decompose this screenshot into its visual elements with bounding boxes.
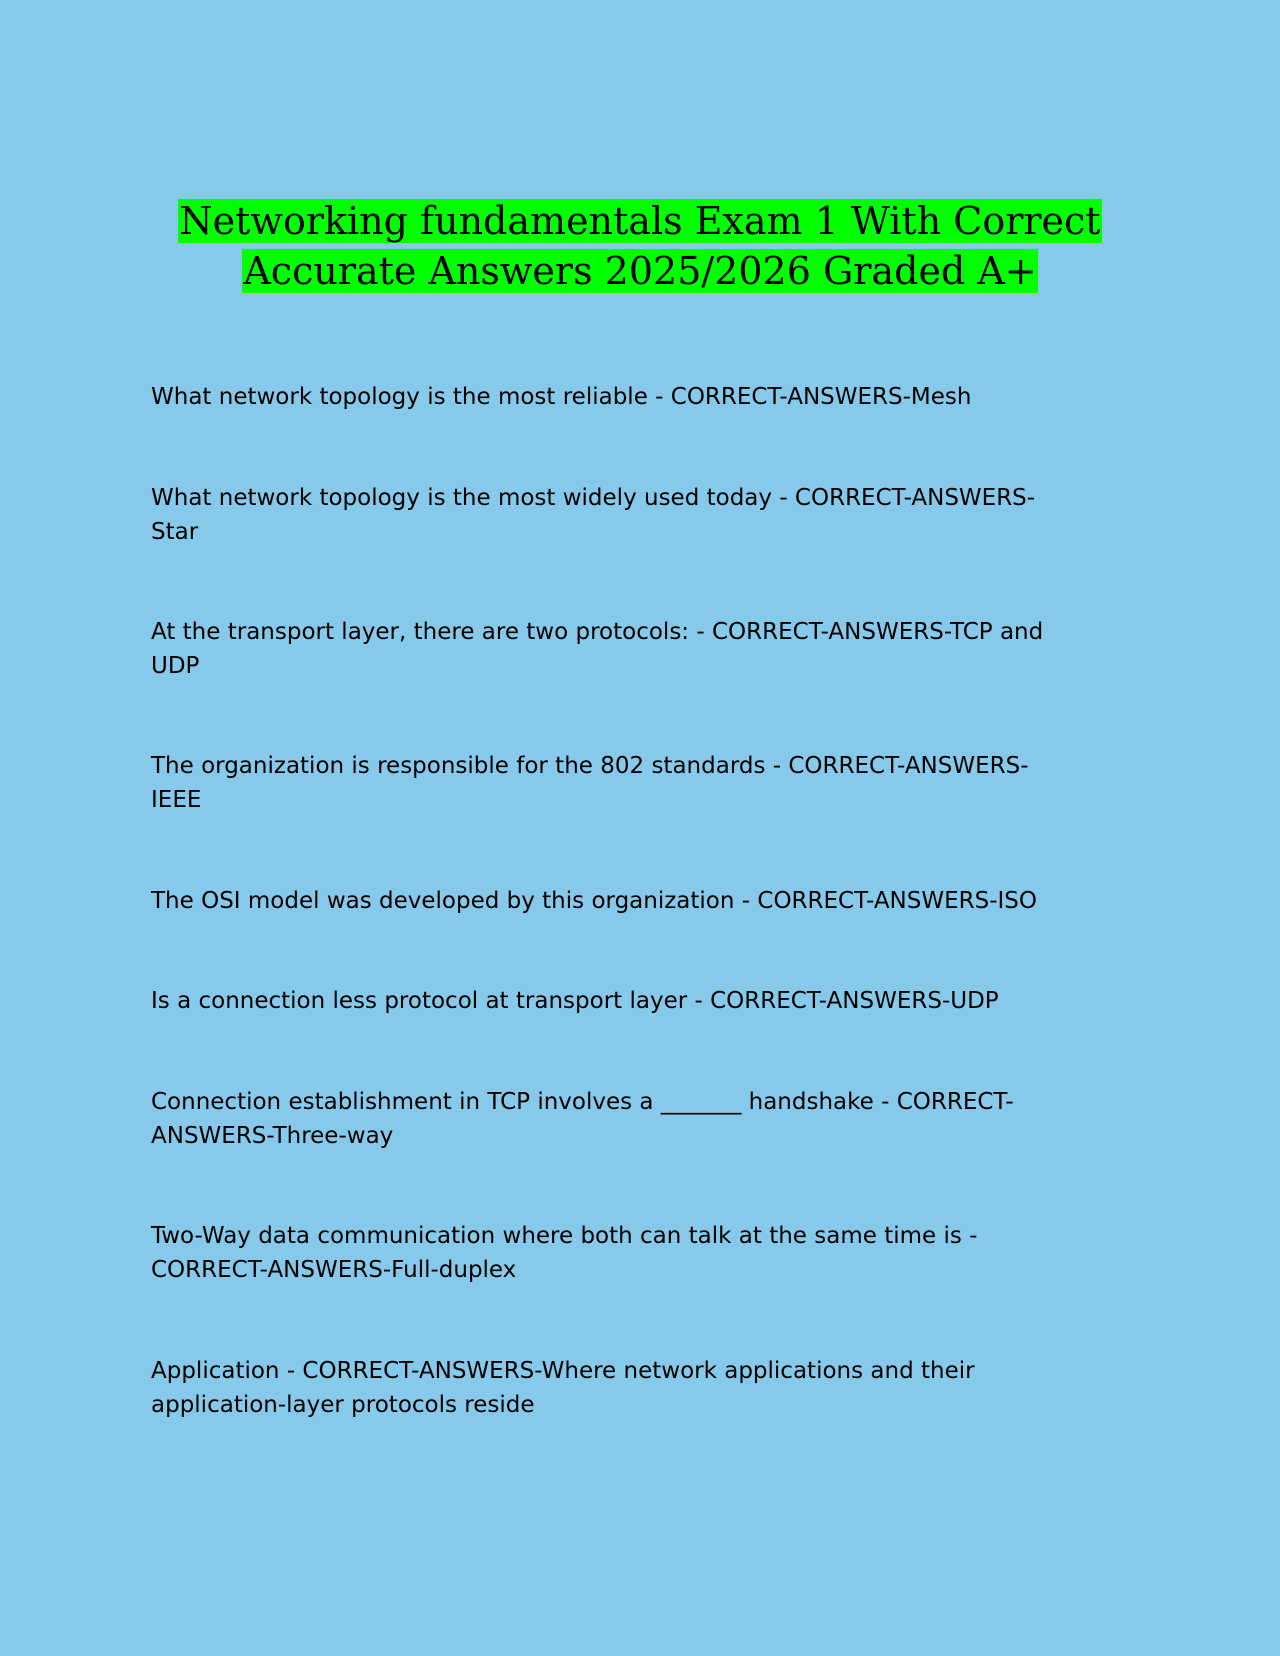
qa-item — [151, 749, 1141, 817]
document-title — [0, 196, 1280, 296]
qa-text: What network topology is the most widely used today - CORRECT-ANSWERS- Star — [151, 485, 1036, 545]
qa-text: At the transport layer, there are two protocols: - CORRECT-ANSWERS-TCP and UDP — [151, 619, 1044, 679]
qa-text: Two-Way data communication where both can talk at the same time is - CORRECT-ANSWERS-Full-duplex — [151, 1223, 978, 1283]
qa-item — [151, 615, 1141, 683]
qa-item — [151, 1354, 1141, 1422]
qa-item — [151, 984, 1141, 1018]
qa-text: What network topology is the most reliable - CORRECT-ANSWERS-Mesh — [151, 384, 972, 410]
qa-text: Application - CORRECT-ANSWERS-Where network applications and their application-layer protocols reside — [151, 1358, 975, 1418]
title-line-1: Networking fundamentals Exam 1 With Correct — [179, 199, 1101, 243]
qa-item — [151, 1085, 1141, 1153]
title-line-2: Accurate Answers 2025/2026 Graded A+ — [243, 249, 1037, 293]
qa-item — [151, 481, 1141, 549]
qa-text: Is a connection less protocol at transport layer - CORRECT-ANSWERS-UDP — [151, 988, 999, 1014]
qa-text: The organization is responsible for the 802 standards - CORRECT-ANSWERS- IEEE — [151, 753, 1029, 813]
qa-text: Connection establishment in TCP involves a _______ handshake - CORRECT- ANSWERS-Three-way — [151, 1089, 1014, 1149]
qa-item — [151, 1219, 1141, 1287]
qa-text: The OSI model was developed by this organization - CORRECT-ANSWERS-ISO — [151, 888, 1038, 914]
qa-item — [151, 380, 1141, 414]
qa-item — [151, 884, 1141, 918]
